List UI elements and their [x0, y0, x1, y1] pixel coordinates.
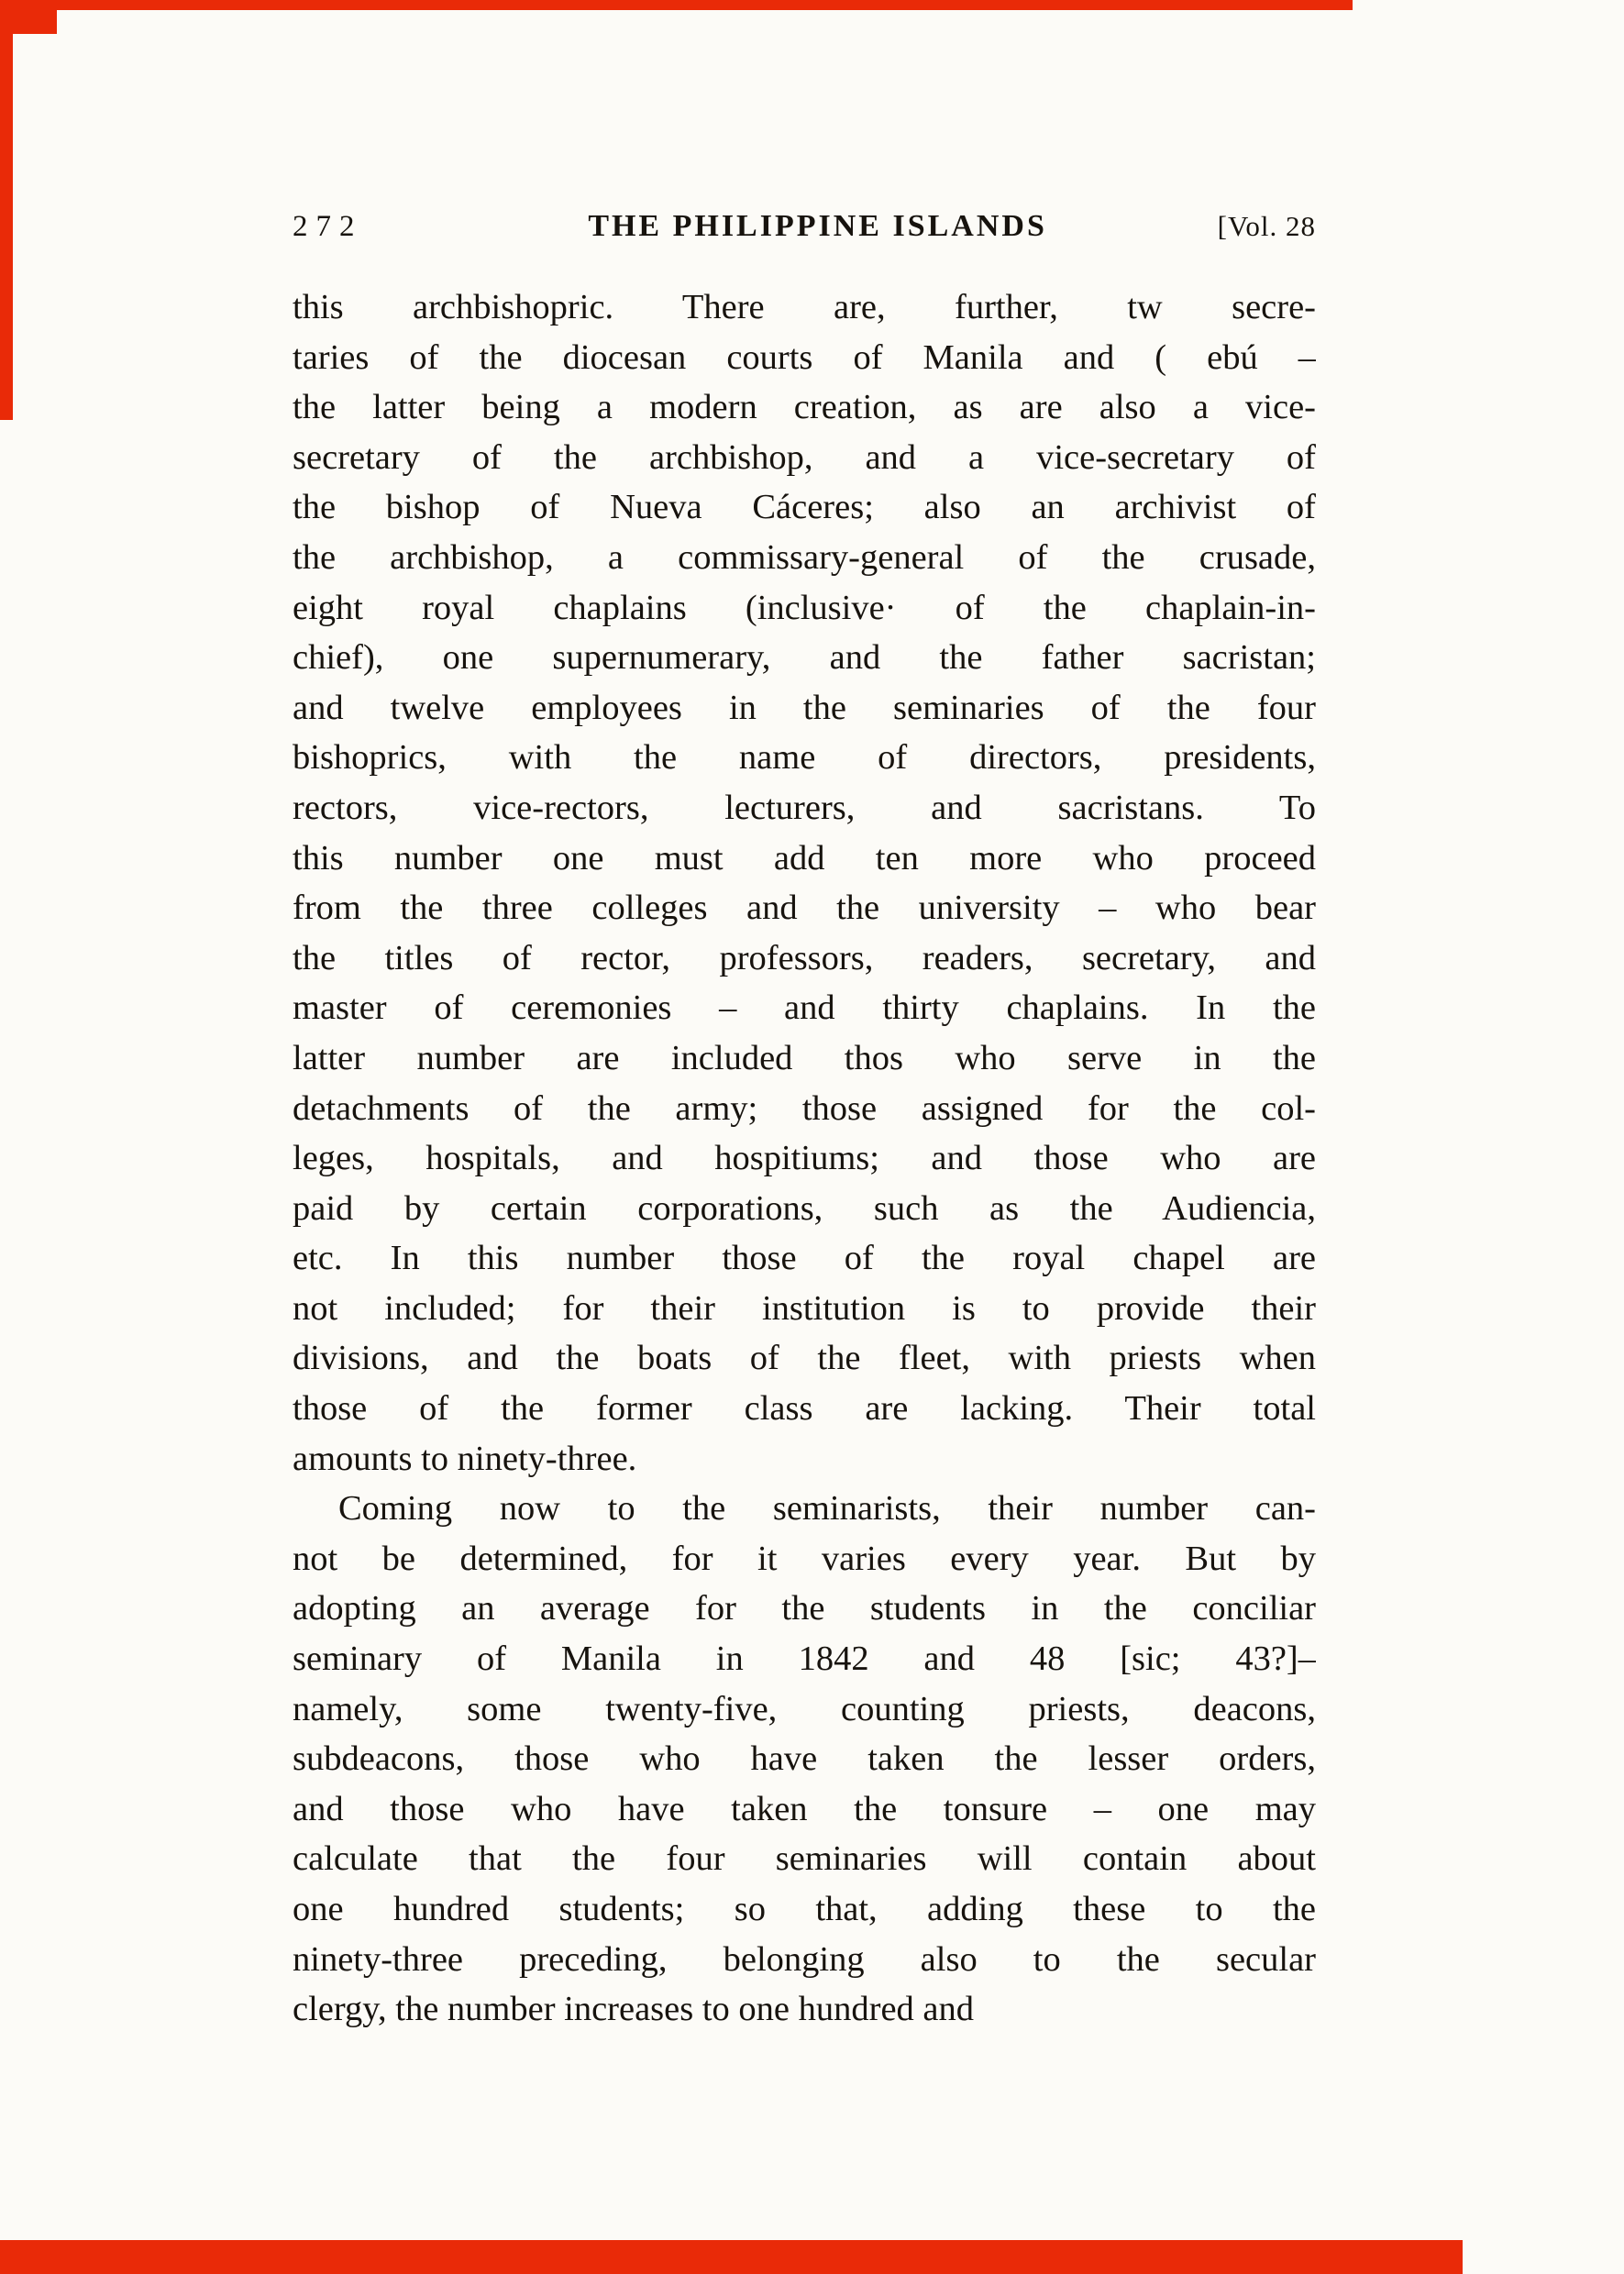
- page-header: [293, 209, 1316, 244]
- text-line: the bishop of Nueva Cáceres; also an archivist of: [293, 488, 1316, 527]
- text-line: secretary of the archbishop, and a vice-secretary of: [293, 437, 1316, 477]
- text-line: not included; for their institution is to provide their: [293, 1288, 1316, 1328]
- paragraph-1: [293, 282, 1316, 1484]
- text-line: this number one must add ten more who proceed: [293, 838, 1316, 878]
- text-line: etc. In this number those of the royal chapel are: [293, 1239, 1316, 1278]
- text-line: and twelve employees in the seminaries of the four: [293, 688, 1316, 727]
- page-content: [293, 209, 1316, 2035]
- text-line: eight royal chaplains (inclusive· of the chaplain-in-: [293, 588, 1316, 627]
- text-line: seminary of Manila in 1842 and 48 [sic; 43?]–: [293, 1639, 1316, 1679]
- text-line: this archbishopric. There are, further, tw secre-: [293, 288, 1316, 326]
- text-line: and those who have taken the tonsure – one may: [293, 1789, 1316, 1828]
- text-line: amounts to ninety-three.: [293, 1439, 637, 1478]
- text-line: clergy, the number increases to one hundred and: [293, 1990, 975, 2029]
- text-line: namely, some twenty-five, counting priests, deacons,: [293, 1689, 1316, 1728]
- text-line: adopting an average for the students in the conciliar: [293, 1589, 1316, 1628]
- text-line: the titles of rector, professors, readers, secretary, and: [293, 938, 1316, 977]
- text-line: paid by certain corporations, such as the Audiencia,: [293, 1188, 1316, 1228]
- text-line: divisions, and the boats of the fleet, with priests when: [293, 1339, 1316, 1378]
- scan-artifact-left-stripe: [0, 0, 13, 420]
- text-line: detachments of the army; those assigned for the col-: [293, 1088, 1316, 1128]
- text-line: calculate that the four seminaries will contain about: [293, 1839, 1316, 1879]
- text-line: taries of the diocesan courts of Manila and ( ebú –: [293, 337, 1316, 377]
- text-line: chief), one supernumerary, and the father sacristan;: [293, 638, 1316, 678]
- text-line: rectors, vice-rectors, lecturers, and sacristans. To: [293, 788, 1316, 827]
- text-line: the latter being a modern creation, as are also a vice-: [293, 388, 1316, 427]
- text-line: latter number are included thos who serve in the: [293, 1038, 1316, 1077]
- running-title: THE PHILIPPINE ISLANDS: [588, 209, 1047, 243]
- text-line: master of ceremonies – and thirty chaplains. In the: [293, 988, 1316, 1028]
- text-line: from the three colleges and the university – who bear: [293, 889, 1316, 928]
- text-line: bishoprics, with the name of directors, presidents,: [293, 738, 1316, 778]
- scan-artifact-top-strip: [0, 0, 1353, 10]
- text-line: those of the former class are lacking. Their total: [293, 1389, 1316, 1429]
- text-line: ninety-three preceding, belonging also to the secular: [293, 1939, 1316, 1979]
- text-line: one hundred students; so that, adding these to the: [293, 1890, 1316, 1928]
- scan-artifact-bottom-bar: [0, 2240, 1463, 2274]
- scan-artifact-corner-block: [0, 0, 57, 34]
- text-line: subdeacons, those who have taken the lesser orders,: [293, 1739, 1316, 1779]
- text-line: the archbishop, a commissary-general of the crusade,: [293, 537, 1316, 577]
- text-line: leges, hospitals, and hospitiums; and those who are: [293, 1139, 1316, 1178]
- text-line: not be determined, for it varies every year. But by: [293, 1539, 1316, 1578]
- page-number: 272: [293, 210, 363, 243]
- volume-label: [Vol. 28: [1217, 210, 1316, 242]
- paragraph-2: [293, 1484, 1316, 2035]
- text-line: Coming now to the seminarists, their number can-: [338, 1489, 1316, 1529]
